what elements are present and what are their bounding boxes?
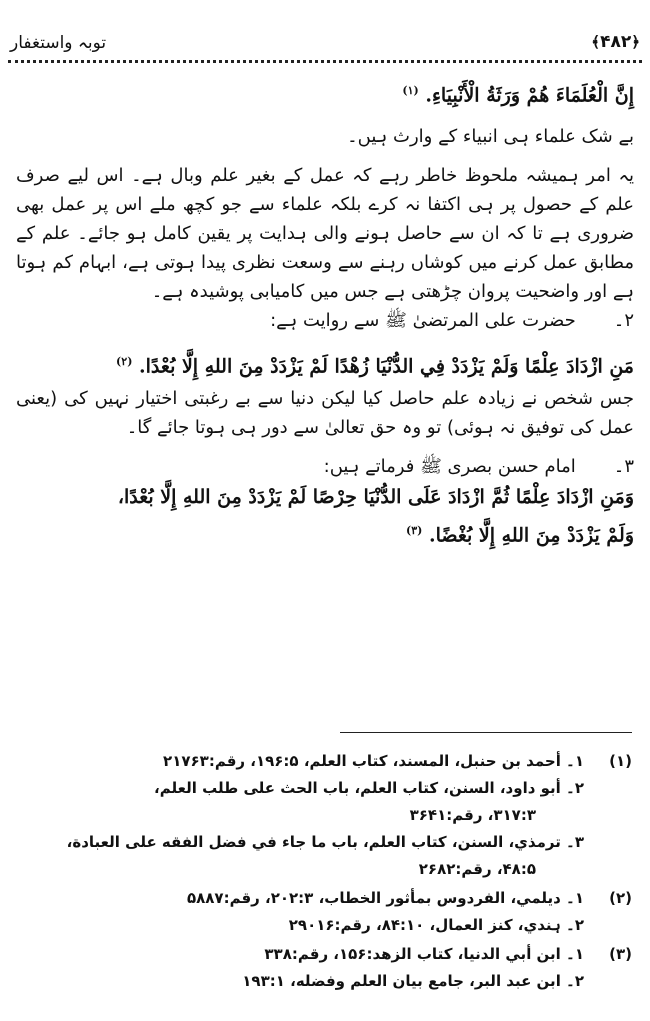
footnote-line: ۲۔ ابن عبد البر، جامع بيان العلم وفضله، ۱۹۳:۱ — [242, 972, 584, 990]
footnote-ref-1: (۱) — [402, 84, 419, 97]
list-item-2 — [16, 306, 634, 335]
list-item-2-number: ۲۔ — [613, 310, 634, 332]
right-ornament: ﴿ — [631, 33, 640, 51]
footnote-ref-3: (۳) — [406, 523, 423, 537]
footnote — [20, 885, 632, 939]
footnote-line: ۳۔ ترمذي، السنن، كتاب العلم، باب ما جاء في فضل الفقه على العبادة، — [66, 833, 584, 851]
footnote-line: ۳۱۷:۳، رقم:۳۶۴۱ — [409, 806, 536, 824]
footnote-line: ۲۔ ہندي، كنز العمال، ۸۴:۱۰، رقم:۲۹۰۱۶ — [288, 916, 584, 934]
arabic-quote-3-line-2-text: وَلَمْ يَزْدَدْ مِنَ اللهِ إِلَّا بُغْضًا. — [428, 523, 634, 546]
list-item-3-text: امام حسن بصری ﷺ فرماتے ہیں: — [323, 455, 576, 477]
arabic-quote-1 — [16, 74, 634, 112]
translation-2: جس شخص نے زیادہ علم حاصل کیا لیکن دنیا سے بے رغبتی اختیار نہیں کی (یعنی عمل کی توفیق نہ ہوئی) تو وہ حق تعالیٰ سے دور ہی ہوتا جائے گا۔ — [16, 387, 634, 438]
page-number-value: ۴۸۲ — [600, 32, 632, 52]
footnote — [20, 941, 632, 995]
footnote-divider — [340, 732, 632, 733]
translation-1: بے شک علماء ہی انبیاء کے وارث ہیں۔ — [347, 126, 634, 148]
arabic-quote-1-text: إِنَّ الْعُلَمَاءَ هُمْ وَرَثَةُ الْأَنْبِيَاءِ. — [425, 84, 634, 107]
arabic-quote-2 — [16, 345, 634, 383]
footnote-line: ۱۔ ابن أبي الدنيا، كتاب الزهد:۱۵۶، رقم:۳۳۸ — [264, 945, 584, 963]
footnote-ref-2: (۲) — [116, 355, 133, 369]
arabic-quote-2-text: مَنِ ازْدَادَ عِلْمًا وَلَمْ يَزْدَدْ فِي الدُّنْيَا زُهْدًا لَمْ يَزْدَدْ مِنَ اللهِ إِلَّا بُعْدًا. — [139, 355, 634, 378]
list-item-3 — [16, 452, 634, 481]
list-item-2-text: حضرت علی المرتضیٰ ﷺ سے روایت ہے: — [270, 310, 576, 332]
header-divider — [8, 60, 642, 63]
footnote-line: ۱۔ ديلمي، الفردوس بمأثور الخطاب، ۲۰۲:۳، رقم:۵۸۸۷ — [186, 889, 584, 907]
footnote-label: (۳) — [609, 945, 632, 963]
main-text — [16, 74, 634, 552]
footnote-line: ۴۸:۵، رقم:۲۶۸۲ — [418, 860, 536, 878]
page-number — [591, 32, 640, 52]
footnotes — [20, 748, 632, 997]
footnote-label: (۲) — [609, 889, 632, 907]
footnote-line: ۲۔ أبو داود، السنن، كتاب العلم، باب الحث على طلب العلم، — [154, 779, 584, 797]
arabic-quote-3-line-2 — [16, 514, 634, 552]
footnote — [20, 748, 632, 883]
page-header — [10, 26, 640, 58]
footnote-label: (۱) — [609, 752, 632, 770]
running-title: توبہ واستغفار — [10, 32, 107, 53]
list-item-3-number: ۳۔ — [613, 455, 634, 477]
footnote-line: ۱۔ أحمد بن حنبل، المسند، كتاب العلم، ۱۹۶:۵، رقم:۲۱۷۶۳ — [163, 752, 584, 770]
left-ornament: ﴾ — [591, 33, 601, 51]
arabic-quote-3-line-1: وَمَنِ ازْدَادَ عِلْمًا ثُمَّ ازْدَادَ عَلَى الدُّنْيَا حِرْصًا لَمْ يَزْدَدْ مِنَ اللهِ إِلَّا بُعْدًا، — [117, 485, 634, 508]
commentary-paragraph: یہ امر ہمیشہ ملحوظ خاطر رہے کہ عمل کے بغیر علم وبال ہے۔ اس لیے صرف علم کے حصول پر ہی اکتفا نہ کرے بلکہ علماء سے جو کچھ ملے اس پر عمل بھی ضروری ہے تا کہ ان سے حاصل ہونے والی ہدایت پر یقین کامل ہو جائے۔ علم کے مطابق عمل کرنے میں کوشاں رہنے سے وسعت نظری پیدا ہوتی ہے، ابہام کم ہوتا ہے اور واضحیت پروان چڑھتی ہے جس میں کامیابی پوشیدہ ہے۔ — [16, 165, 635, 303]
